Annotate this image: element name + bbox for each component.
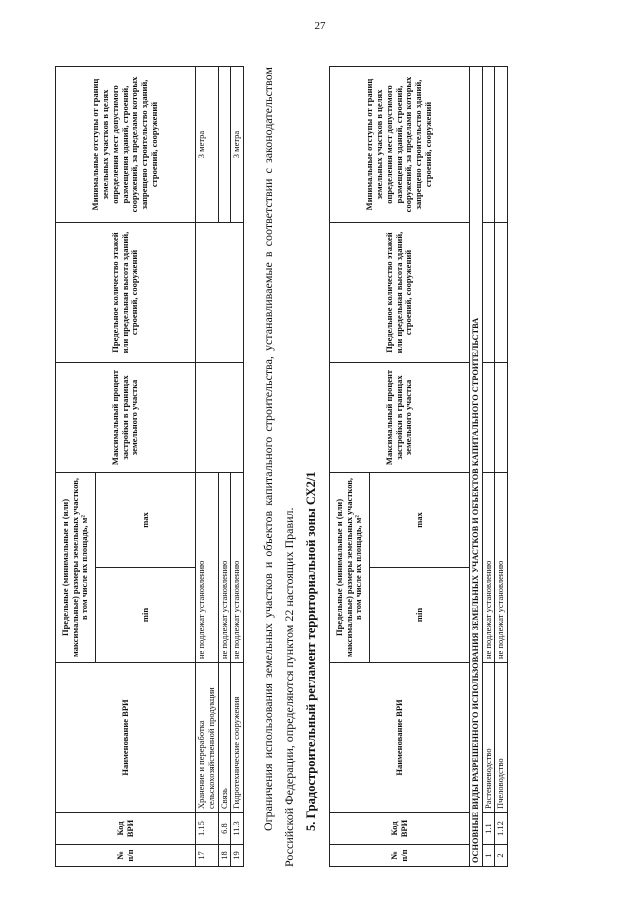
row-setback xyxy=(495,67,508,223)
row-num: 18 xyxy=(218,845,231,867)
row-setback xyxy=(482,67,495,223)
zone-regulation-table xyxy=(329,66,508,867)
row-sizes: не подлежат установлению xyxy=(218,473,231,663)
row-setback: 3 метра xyxy=(231,67,244,223)
header-name: Наименование ВРИ xyxy=(56,663,196,813)
row-code: 1.1 xyxy=(482,813,495,845)
table-row xyxy=(482,67,495,867)
header-min: min xyxy=(96,568,196,663)
row-sizes: не подлежат установлению xyxy=(196,473,219,663)
row-code: 6.8 xyxy=(218,813,231,845)
header-floors: Предельное количество этажей или предельная высота зданий, строений, сооружений xyxy=(56,223,196,363)
row-num: 2 xyxy=(495,845,508,867)
row-percent-merged xyxy=(196,363,244,473)
header-sizes: Предельные (минимальные и (или) максимальные) размеры земельных участков, в том числе их площадь, м² xyxy=(330,473,370,663)
row-name: Связь xyxy=(218,663,231,813)
restrictions-paragraph xyxy=(258,67,300,867)
row-floors xyxy=(495,223,508,363)
header-setbacks: Минимальные отступы от границ земельных участков в целях определения мест допустимого размещения зданий, строений, сооружений, за пределами которых запрещено строительство зданий, строений, сооружений xyxy=(56,67,196,223)
row-percent xyxy=(495,363,508,473)
row-code: 1.15 xyxy=(196,813,219,845)
page-number: 27 xyxy=(314,20,326,32)
header-percent: Максимальный процент застройки в границах земельного участка xyxy=(330,363,470,473)
header-num: № п/п xyxy=(56,845,196,867)
header-percent: Максимальный процент застройки в границах земельного участка xyxy=(56,363,196,473)
row-code: 1.12 xyxy=(495,813,508,845)
row-code: 11.3 xyxy=(231,813,244,845)
table-row xyxy=(495,67,508,867)
rotated-page-content xyxy=(55,67,585,867)
row-sizes: не подлежат установлению xyxy=(482,473,495,663)
row-num: 1 xyxy=(482,845,495,867)
row-floors-merged xyxy=(196,223,244,363)
header-setbacks: Минимальные отступы от границ земельных участков в целях определения мест допустимого размещения зданий, строений, сооружений, за пределами которых запрещено строительство зданий, строений, сооружений xyxy=(330,67,470,223)
header-floors: Предельное количество этажей или предельная высота зданий, строений, сооружений xyxy=(330,223,470,363)
row-name: Растениеводство xyxy=(482,663,495,813)
row-setback xyxy=(218,67,231,223)
header-code: Код ВРИ xyxy=(56,813,196,845)
row-setback: 3 метра xyxy=(196,67,219,223)
row-sizes: не подлежат установлению xyxy=(231,473,244,663)
row-name: Хранение и переработка сельскохозяйственной продукции xyxy=(196,663,219,813)
section-title: ОСНОВНЫЕ ВИДЫ РАЗРЕШЕННОГО ИСПОЛЬЗОВАНИЯ ЗЕМЕЛЬНЫХ УЧАСТКОВ И ОБЪЕКТОВ КАПИТАЛЬНОГО СТРОИТЕЛЬСТВА xyxy=(470,67,483,867)
regulation-table-continued xyxy=(55,66,244,867)
row-name: Гидротехнические сооружения xyxy=(231,663,244,813)
row-num: 19 xyxy=(231,845,244,867)
header-sizes: Предельные (минимальные и (или) максимальные) размеры земельных участков, в том числе их площадь, м² xyxy=(56,473,96,663)
row-sizes: не подлежат установлению xyxy=(495,473,508,663)
table-row xyxy=(196,67,219,867)
header-code: Код ВРИ xyxy=(330,813,470,845)
row-floors xyxy=(482,223,495,363)
header-num: № п/п xyxy=(330,845,470,867)
row-percent xyxy=(482,363,495,473)
header-max: max xyxy=(370,473,470,568)
header-min: min xyxy=(370,568,470,663)
restrictions-paragraph-text: Ограничения использования земельных участков и объектов капитального строительства, устанавливаемые в соответствии с законодательством Российской Федерации, определяются пунктом 22 настоящих Правил. xyxy=(261,67,297,867)
row-num: 17 xyxy=(196,845,219,867)
zone-heading: 5. Градостроительный регламент территориальной зоны СХ2/1 xyxy=(304,471,319,831)
header-name: Наименование ВРИ xyxy=(330,663,470,813)
header-max: max xyxy=(96,473,196,568)
row-name: Пчеловодство xyxy=(495,663,508,813)
